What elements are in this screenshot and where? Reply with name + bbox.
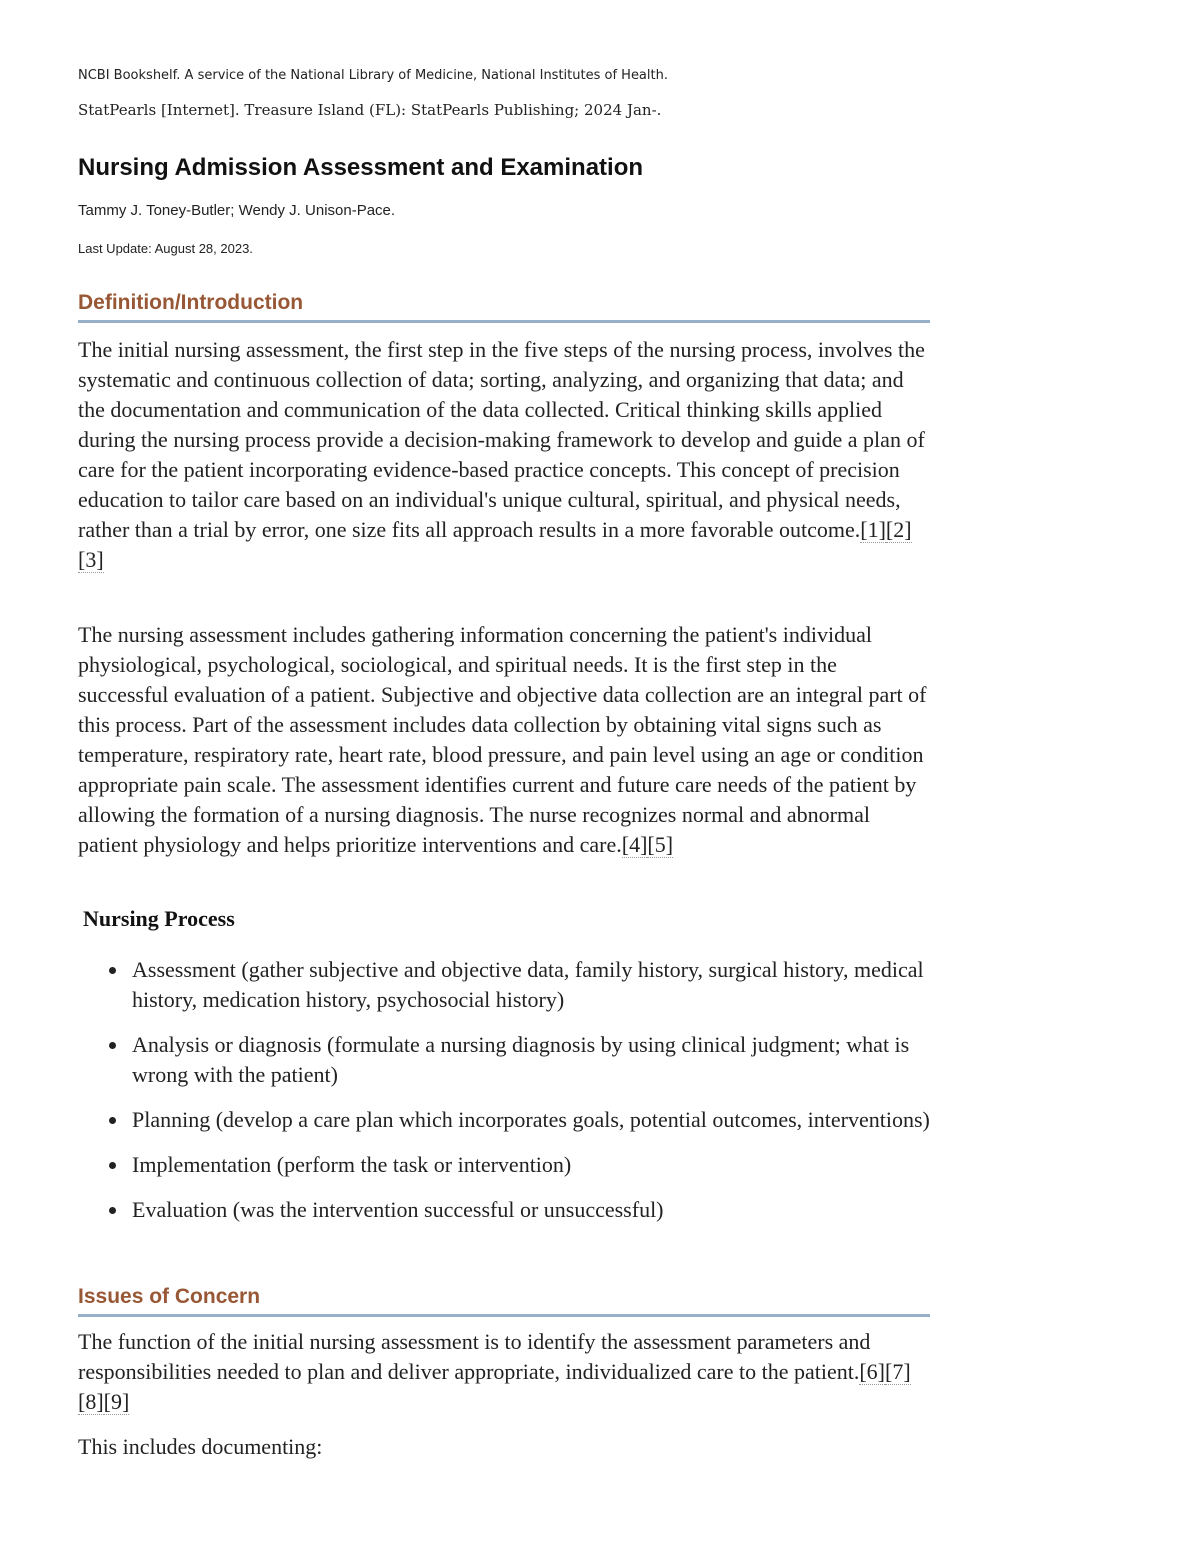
issues-paragraph-1 — [78, 1327, 930, 1417]
reference-link[interactable]: [9] — [103, 1389, 130, 1414]
issues-paragraph-1-text: The function of the initial nursing assessment is to identify the assessment parameters and responsibilities needed to plan and deliver appropriate, individualized care to the patient. — [78, 1329, 871, 1384]
list-item — [132, 1195, 930, 1225]
list-item — [132, 1150, 930, 1180]
bullet-icon — [109, 1207, 116, 1214]
list-item-text: Planning (develop a care plan which incorporates goals, potential outcomes, interventions) — [132, 1107, 930, 1132]
list-item-text: Implementation (perform the task or intervention) — [132, 1152, 572, 1177]
article-authors: Tammy J. Toney-Butler; Wendy J. Unison-Pace. — [78, 202, 396, 219]
nursing-process-list — [78, 955, 930, 1240]
list-item-text: Evaluation (was the intervention successful or unsuccessful) — [132, 1197, 664, 1222]
article-title: Nursing Admission Assessment and Examination — [78, 154, 644, 181]
section-heading-issues: Issues of Concern — [78, 1284, 930, 1317]
section-heading-definition: Definition/Introduction — [78, 290, 930, 323]
reference-link[interactable]: [6] — [859, 1359, 885, 1384]
issues-paragraph-2: This includes documenting: — [78, 1434, 323, 1459]
bullet-icon — [109, 1162, 116, 1169]
last-update: Last Update: August 28, 2023. — [78, 241, 253, 256]
list-item-text: Assessment (gather subjective and objective data, family history, surgical history, medical history, medication history, psychosocial history) — [132, 957, 924, 1012]
reference-link[interactable]: [8] — [78, 1389, 104, 1414]
nursing-process-subheading: Nursing Process — [83, 906, 235, 931]
list-item — [132, 955, 930, 1015]
definition-paragraph-2 — [78, 620, 930, 860]
bullet-icon — [109, 967, 116, 974]
reference-link[interactable]: [2] — [885, 517, 912, 542]
list-item-text: Analysis or diagnosis (formulate a nursing diagnosis by using clinical judgment; what is wrong with the patient) — [132, 1032, 910, 1087]
reference-link[interactable]: [1] — [860, 517, 886, 542]
citation-line: StatPearls [Internet]. Treasure Island (FL): StatPearls Publishing; 2024 Jan-. — [78, 101, 662, 119]
list-item — [132, 1030, 930, 1090]
reference-link[interactable]: [4] — [621, 832, 648, 857]
reference-link[interactable]: [5] — [647, 832, 674, 857]
bullet-icon — [109, 1117, 116, 1124]
bullet-icon — [109, 1042, 116, 1049]
definition-paragraph-1 — [78, 335, 930, 575]
reference-link[interactable]: [7] — [885, 1359, 911, 1384]
nih-service-line: NCBI Bookshelf. A service of the National Library of Medicine, National Institutes of Health. — [78, 68, 668, 83]
definition-paragraph-1-text: The initial nursing assessment, the first step in the five steps of the nursing process, involves the systematic and continuous collection of data; sorting, analyzing, and organizing that data; and the documentation and communication of the data collected. Critical thinking skills applied during the nursing process provide a decision-making framework to develop and guide a plan of care for the patient incorporating evidence-based practice concepts. This concept of precision education to tailor care based on an individual's unique cultural, spiritual, and physical needs, rather than a trial by error, one size fits all approach results in a more favorable outcome. — [78, 337, 925, 542]
list-item — [132, 1105, 930, 1135]
definition-paragraph-2-text: The nursing assessment includes gathering information concerning the patient's individual physiological, psychological, sociological, and spiritual needs. It is the first step in the successful evaluation of a patient. Subjective and objective data collection are an integral part of this process. Part of the assessment includes data collection by obtaining vital signs such as temperature, respiratory rate, heart rate, blood pressure, and pain level using an age or condition appropriate pain scale. The assessment identifies current and future care needs of the patient by allowing the formation of a nursing diagnosis. The nurse recognizes normal and abnormal patient physiology and helps prioritize interventions and care. — [78, 622, 927, 857]
reference-link[interactable]: [3] — [78, 547, 104, 572]
